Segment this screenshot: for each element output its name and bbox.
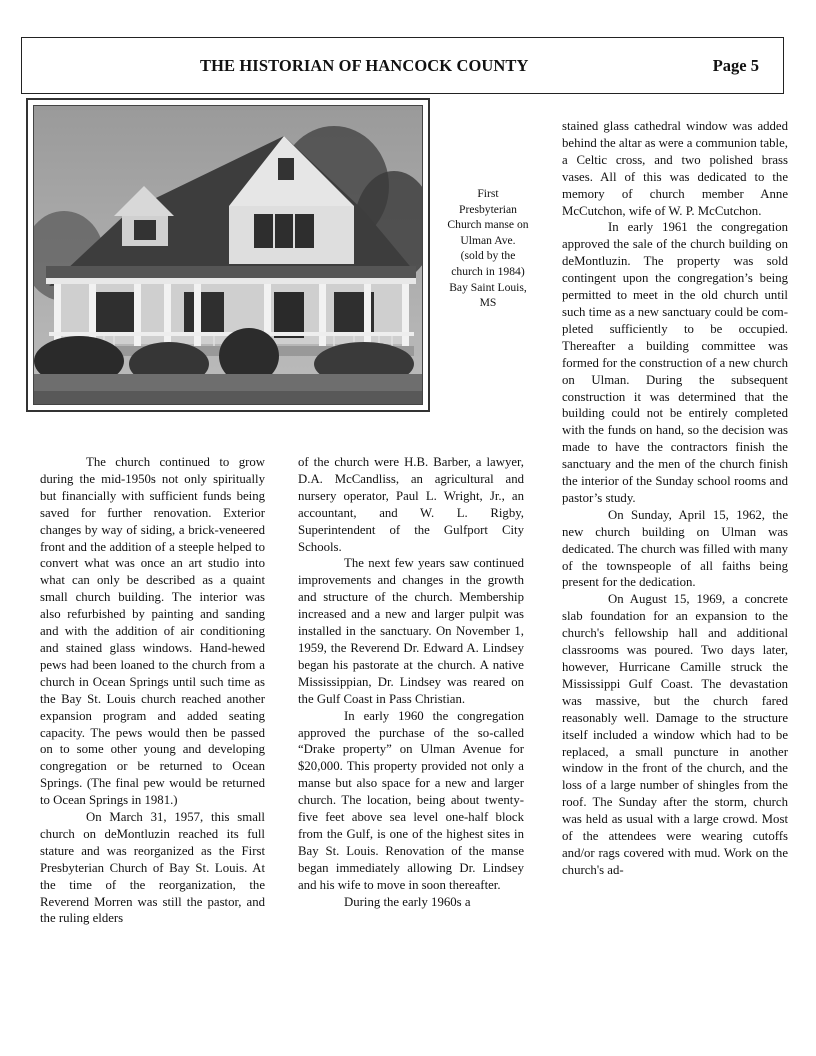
house-illustration	[34, 106, 423, 405]
page-header	[21, 37, 784, 94]
article-column-3	[562, 118, 788, 879]
paragraph: stained glass cathedral window was added behind the altar as were a communion table, a Celtic cross, and two polished brass vases. All of this was dedicated to the memory of church member Anne McCutchon, wife of W. P. McCutchon.	[562, 119, 788, 218]
caption-line: church in 1984)	[451, 264, 525, 278]
article-column-1	[40, 454, 265, 927]
paragraph: On March 31, 1957, this small church on deMontluzin reached its full stature and was reorganized as the First Presbyterian Church of Bay St. Louis. At the time of the reorganization, the Reverend Morren was still the pastor, and the ruling elders	[40, 810, 265, 926]
photo-caption	[436, 186, 540, 311]
paragraph: of the church were H.B. Barber, a lawyer, D.A. McCandliss, an agricultural and nursery operator, Paul L. Wright, Jr., an accountant, and W. L. Rigby, Superintendent of the Gulfport City Schools.	[298, 455, 524, 554]
caption-line: Church manse on	[447, 218, 529, 232]
caption-line: MS	[479, 296, 497, 310]
paragraph: In early 1960 the congregation approved the purchase of the so-called “Drake property” on Ulman Avenue for $20,000. This property provided not only a manse but also space for a new and larger church. The location, being about twenty-five feet above sea level one-half block from the Gulf, is one of the highest sites in Bay St. Louis. Renovation of the manse began immediately allowing Dr. Lindsey and his wife to move in soon thereafter.	[298, 708, 524, 892]
paragraph: On August 15, 1969, a concrete slab foundation for an expansion to the church's fellowship hall and additional classrooms was poured. Two days later, however, Hurricane Camille struck the Mississippi Gulf Coast. The devastation was massive, but the church fared reasonably well. Damage to the structure itself included a window which had to be replaced, a small puncture in another window in the front of the church, and the loss of a large number of shingles from the roof. The Sunday after the storm, church was held as usual with a large crowd. Most of the attendees were wearing cutoffs and/or rags covered with mud. Work on the church's ad-	[562, 592, 788, 877]
caption-line: First	[477, 187, 499, 200]
paragraph: On Sunday, April 15, 1962, the new church building on Ulman was dedicated. The church was filled with many of the townspeople of all faiths being present for the dedication.	[562, 507, 788, 590]
caption-line: Bay Saint Louis,	[449, 280, 527, 294]
paragraph: During the early 1960s a	[344, 894, 471, 909]
caption-line: Presbyterian	[459, 202, 517, 216]
caption-line: (sold by the	[460, 249, 516, 263]
paragraph: The church continued to grow during the mid-1950s not only spiritually but financially with sufficient funds being saved for further renovation. Exterior changes by way of siding, a brick-veneered front and the addition of a steeple helped to convert what was once an art studio into what can only be described as a quaint small church building. The interior was also refurbished by painting and sanding and with the addition of air conditioning and stained glass windows. Hand-hewed pews had been loaned to the church from a church in Ocean Springs until such time as the Bay St. Louis church reached another expansion program and added seating capacity. The pews would then be passed on to some other young and developing congregation or be returned to Ocean Springs. (The final pew would be returned to Ocean Springs in 1981.)	[40, 455, 265, 808]
newsletter-title: THE HISTORIAN OF HANCOCK COUNTY	[200, 56, 529, 75]
article-column-2	[298, 454, 524, 910]
caption-line: Ulman Ave.	[460, 233, 516, 247]
page-number: Page 5	[712, 56, 759, 75]
paragraph: In early 1961 the congregation approved the sale of the church building on deMontluzin. The property was sold contingent upon the congregation’s being permitted to meet in the old church until such time as a new sanctuary could be completed sufficiently to be occupied. Thereafter a building committee was formed for the construction of a new church on Ulman. During the subsequent construction it was determined that the building could not be entirely completed with the funds on hand, so the decision was made to have the contractors finish the sanctuary and the men of the church finish the interior of the Sunday school rooms and pastor’s study.	[562, 220, 788, 505]
paragraph: The next few years saw continued improvements and changes in the growth and structure of the church. Membership increased and a new and larger pulpit was installed in the sanctuary. On November 1, 1959, the Reverend Dr. Edward A. Lindsey began his pastorate at the church. A native Mississippian, Dr. Lindsey was reared on the Gulf Coast in Pass Christian.	[298, 556, 524, 706]
manse-photo-frame	[26, 98, 430, 412]
manse-photo	[33, 105, 423, 405]
